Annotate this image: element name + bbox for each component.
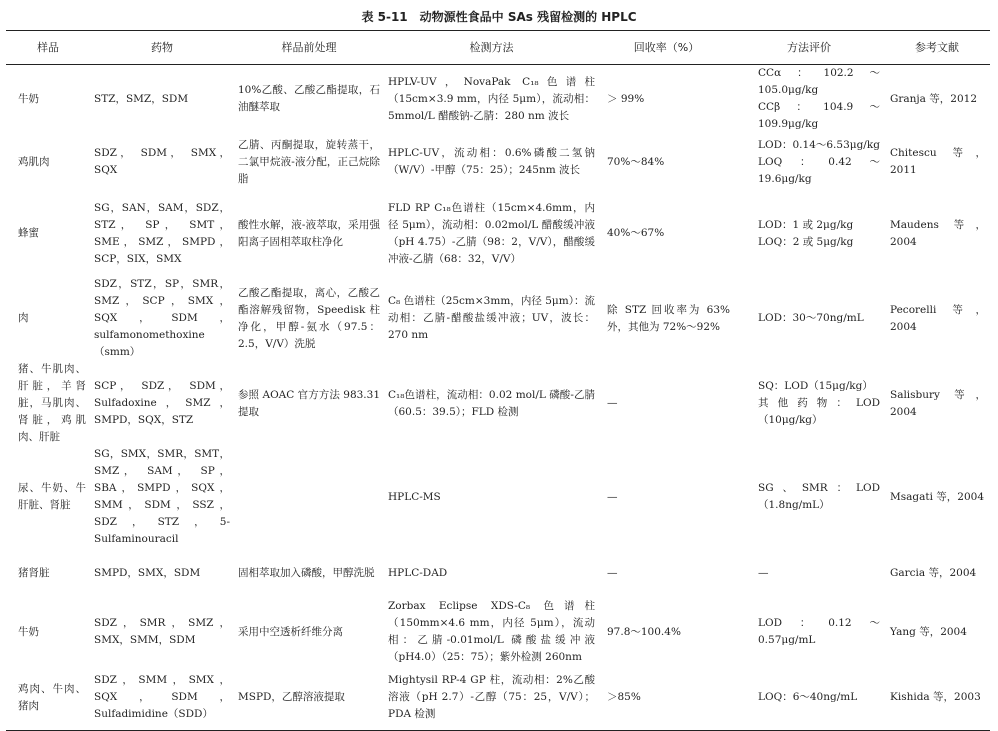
- cell-evaluation: LOD：1 或 2μg/kg LOQ：2 或 5μg/kg: [758, 218, 854, 248]
- cell-sample: 猪肾脏: [18, 566, 50, 579]
- table-row: [6, 548, 990, 598]
- cell-drug: SDZ，STZ，SP，SMR，SMZ，SCP，SMX，SQX，SDM，sulfamonomethoxine（smm）: [94, 278, 230, 358]
- cell-evaluation: —: [758, 566, 769, 579]
- cell-drug: SMPD，SMX，SDM: [94, 566, 201, 579]
- sas-hplc-table: [6, 30, 990, 731]
- cell-reference: Granja 等，2012: [890, 92, 978, 105]
- cell-reference: Pecorelli 等，2004: [890, 303, 986, 333]
- cell-pretreatment: [234, 446, 384, 548]
- cell-reference: Salisbury 等，2004: [890, 388, 986, 418]
- cell-evaluation: LOQ：6～40ng/mL: [758, 691, 858, 704]
- cell-method: HPLC-MS: [388, 490, 441, 503]
- cell-recovery: 70%～84%: [607, 155, 665, 168]
- cell-pretreatment: 10%乙酸、乙酸乙酯提取，石油醚萃取: [238, 84, 380, 113]
- cell-pretreatment: 乙酸乙酯提取，离心，乙酸乙酯溶解残留物，Speedisk 柱净化，甲醇-氨水（97.5：2.5，V/V）洗脱: [238, 286, 380, 350]
- cell-evaluation: LOD：0.12～0.57μg/mL: [758, 617, 880, 646]
- cell-method: C₈ 色谱柱（25cm×3mm，内径 5μm）：流动相：乙腈-醋酸盐缓冲液；UV，波长：270 nm: [388, 295, 595, 341]
- table-row: [6, 191, 990, 276]
- cell-drug: SG，SAN，SAM，SDZ，STZ， SP， SMT， SME，SMZ，SMPD，SCP，SIX，SMX: [94, 201, 230, 265]
- cell-recovery: ＞85%: [607, 691, 641, 704]
- cell-sample: 鸡肌肉: [18, 155, 50, 168]
- header-sample: 样品: [37, 41, 59, 54]
- table-row: [6, 598, 990, 666]
- header-recovery: 回收率（%）: [633, 41, 700, 54]
- table-row: [6, 133, 990, 191]
- cell-method: HPLV-UV，NovaPak C₁₈色谱柱（15cm×3.9 mm，内径 5μm），流动相：5mmol/L 醋酸钠-乙腈：280 nm 波长: [388, 75, 595, 122]
- cell-method: Mightysil RP-4 GP 柱，流动相：2%乙酸溶液（pH 2.7）-乙醇（75：25，V/V）；PDA 检测: [388, 674, 595, 721]
- cell-recovery: ＞ 99%: [607, 92, 645, 105]
- cell-sample: 猪、牛肌肉、肝脏，羊肾脏，马肌肉、肾脏，鸡肌肉、肝脏: [18, 363, 86, 443]
- cell-evaluation: LOD：30～70ng/mL: [758, 312, 864, 324]
- cell-recovery: 40%～67%: [607, 227, 665, 239]
- cell-pretreatment: 乙腈、丙酮提取，旋转蒸干，二氯甲烷液-液分配，正己烷除脂: [238, 138, 380, 185]
- cell-method: FLD RP C₁₈色谱柱（15cm×4.6mm，内径 5μm），流动相：0.02mol/L 醋酸缓冲液（pH 4.75）-乙腈（98：2，V/V），醋酸缓冲液-乙腈（68：32，V/V）: [388, 201, 595, 265]
- cell-recovery: —: [607, 490, 618, 503]
- cell-pretreatment: MSPD，乙醇溶液提取: [238, 691, 345, 704]
- cell-sample: 蜂蜜: [18, 227, 39, 239]
- cell-reference: Yang 等，2004: [890, 625, 967, 638]
- cell-drug: SCP， SDZ， SDM，Sulfadoxine，SMZ，SMPD，SQX，STZ: [94, 380, 230, 426]
- cell-evaluation: SQ：LOD（15μg/kg） 其他药物：LOD（10μg/kg）: [758, 380, 880, 426]
- table-row: [6, 666, 990, 730]
- cell-drug: SG，SMX，SMR，SMT，SMZ， SAM， SP， SBA，SMPD，SQX，SMM，SDM，SSZ，SDZ，STZ，5-Sulfaminouracil: [94, 448, 230, 545]
- cell-reference: Maudens 等，2004: [890, 218, 986, 248]
- header-drug: 药物: [151, 41, 173, 54]
- header-reference: 参考文献: [915, 41, 959, 54]
- cell-drug: SDZ， SDM， SMX，SQX: [94, 147, 230, 176]
- cell-reference: Kishida 等，2003: [890, 691, 981, 704]
- cell-pretreatment: 固相萃取加入磷酸，甲醇洗脱: [238, 566, 375, 579]
- table-title: 表 5-11 动物源性食品中 SAs 残留检测的 HPLC: [361, 10, 637, 24]
- cell-sample: 鸡肉、牛肉、猪肉: [18, 682, 86, 712]
- cell-sample: 牛奶: [18, 92, 39, 105]
- cell-evaluation: LOD：0.14～6.53μg/kg LOQ：0.42～19.6μg/kg: [758, 138, 880, 185]
- table-row: [6, 446, 990, 548]
- cell-sample: 牛奶: [18, 625, 39, 638]
- cell-method: Zorbax Eclipse XDS-C₈ 色谱柱（150mm×4.6 mm，内径 5μm），流动相：乙腈-0.01mol/L 磷酸盐缓冲液（pH4.0）（25：75）；紫外检测 260nm: [388, 600, 595, 663]
- cell-sample: 肉: [18, 312, 29, 324]
- cell-pretreatment: 酸性水解，液-液萃取，采用强阳离子固相萃取柱净化: [238, 218, 380, 248]
- table-row: [6, 276, 990, 361]
- cell-pretreatment: 参照 AOAC 官方方法 983.31 提取: [238, 388, 380, 418]
- cell-recovery: —: [607, 566, 618, 579]
- header-pretreatment: 样品前处理: [281, 41, 337, 54]
- cell-drug: SDZ，SMM，SMX，SQX，SDM，Sulfadimidine（SDD）: [94, 674, 230, 721]
- header-method: 检测方法: [469, 41, 514, 54]
- cell-method: HPLC-UV，流动相：0.6%磷酸二氢钠（W/V）-甲醇（75：25）；245nm 波长: [388, 147, 595, 176]
- table-row: [6, 361, 990, 446]
- cell-sample: 尿、牛奶、牛肝脏、肾脏: [18, 482, 86, 511]
- cell-pretreatment: 采用中空透析纤维分离: [238, 625, 343, 638]
- cell-evaluation: SG、SMR：LOD（1.8ng/mL）: [758, 482, 880, 511]
- table-row: [6, 65, 990, 134]
- cell-recovery: 97.8～100.4%: [607, 625, 681, 638]
- cell-recovery: —: [607, 397, 618, 409]
- header-evaluation: 方法评价: [787, 41, 831, 54]
- cell-method: C₁₈色谱柱，流动相：0.02 mol/L 磷酸-乙腈（60.5：39.5）；FLD 检测: [388, 388, 595, 418]
- cell-reference: Msagati 等，2004: [890, 490, 985, 503]
- cell-recovery: 除 STZ 回收率为 63%外，其他为 72%～92%: [607, 303, 730, 333]
- cell-drug: STZ，SMZ，SDM: [94, 92, 189, 105]
- cell-reference: Garcia 等，2004: [890, 566, 977, 579]
- header-row: [6, 31, 990, 65]
- cell-drug: SDZ，SMR，SMZ，SMX，SMM，SDM: [94, 617, 230, 646]
- cell-method: HPLC-DAD: [388, 566, 448, 579]
- cell-evaluation: CCα：102.2～105.0μg/kg CCβ：104.9～109.9μg/kg: [758, 67, 880, 130]
- cell-reference: Chitescu 等，2011: [890, 147, 986, 176]
